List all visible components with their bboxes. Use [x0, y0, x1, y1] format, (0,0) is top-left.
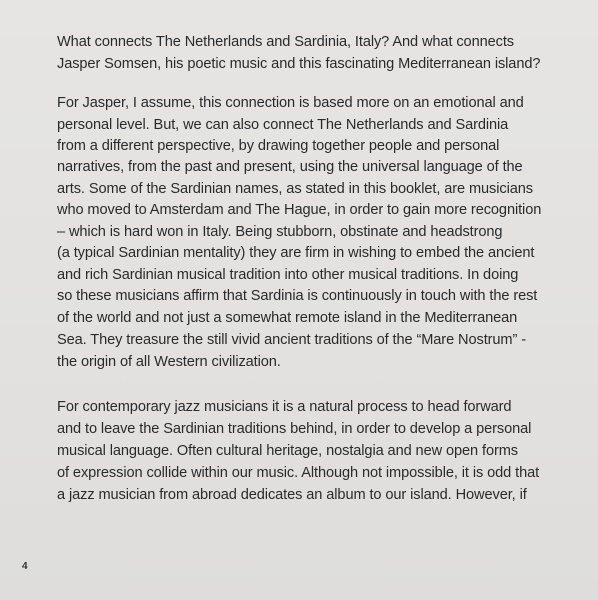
text-line: a jazz musician from abroad dedicates an album to our island. However, if [57, 487, 527, 503]
text-line: For contemporary jazz musicians it is a natural process to head forward [57, 399, 512, 415]
page-number: 4 [22, 561, 28, 572]
text-line: from a different perspective, by drawing together people and personal [57, 138, 500, 154]
text-line: Jasper Somsen, his poetic music and this fascinating Mediterranean island? [57, 56, 541, 72]
text-line: narratives, from the past and present, using the universal language of the [57, 159, 523, 175]
text-line: (a typical Sardinian mentality) they are firm in wishing to embed the ancient [57, 245, 535, 261]
text-line: personal level. But, we can also connect The Netherlands and Sardinia [57, 117, 509, 133]
text-line: so these musicians affirm that Sardinia is continuously in touch with the rest [57, 288, 538, 304]
text-line: What connects The Netherlands and Sardinia, Italy? And what connects [57, 34, 514, 50]
text-line: and rich Sardinian musical tradition into other musical traditions. In doing [57, 267, 519, 283]
text-line: – which is hard won in Italy. Being stubborn, obstinate and headstrong [57, 224, 503, 240]
text-line: arts. Some of the Sardinian names, as stated in this booklet, are musicians [57, 181, 533, 197]
text-line: of the world and not just a somewhat remote island in the Mediterranean [57, 310, 518, 326]
text-line: and to leave the Sardinian traditions behind, in order to develop a personal [57, 421, 532, 437]
text-line: of expression collide within our music. Although not impossible, it is odd that [57, 465, 540, 481]
text-line: the origin of all Western civilization. [57, 354, 281, 370]
text-line: musical language. Often cultural heritage, nostalgia and new open forms [57, 443, 518, 459]
text-line: who moved to Amsterdam and The Hague, in order to gain more recognition [57, 202, 542, 218]
text-line: For Jasper, I assume, this connection is based more on an emotional and [57, 95, 524, 111]
text-line: Sea. They treasure the still vivid ancient traditions of the “Mare Nostrum” - [57, 332, 526, 348]
